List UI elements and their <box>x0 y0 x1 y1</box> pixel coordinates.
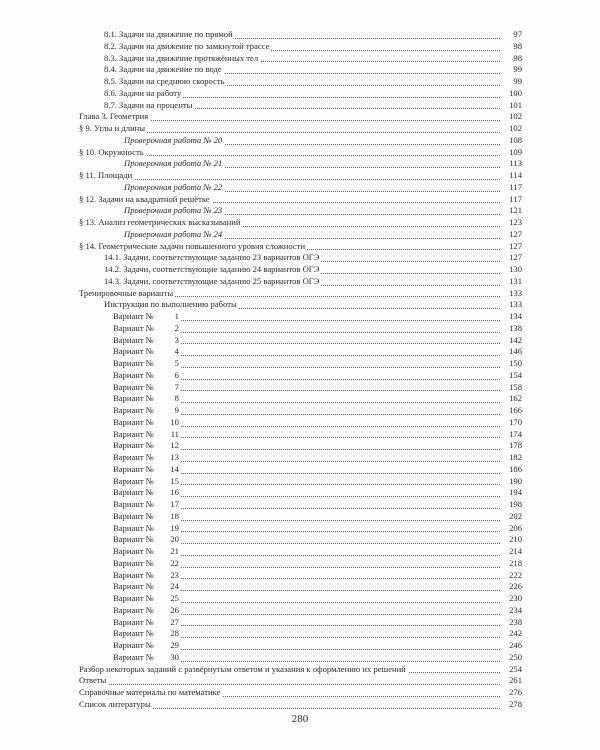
toc-entry-title: Вариант № 26 <box>113 604 179 615</box>
toc-entry-title: Вариант № 16 <box>113 487 179 498</box>
toc-entry <box>0 699 600 711</box>
page-number: 280 <box>291 713 309 725</box>
toc-entry <box>0 252 600 264</box>
toc-entry-title: Вариант № 24 <box>113 581 179 592</box>
toc-entry-page: 162 <box>500 393 522 405</box>
toc-entry-title: § 13. Анализ геометрических высказываний <box>79 217 241 227</box>
toc-entry-page: 99 <box>500 76 522 88</box>
toc-entry-page: 238 <box>500 617 522 629</box>
toc-entry-page: 276 <box>500 687 522 699</box>
variant-number: 8 <box>174 393 179 404</box>
toc-entry-page: 100 <box>500 88 522 100</box>
toc-entry-title: 8.6. Задачи на работу <box>104 87 182 98</box>
toc-entry-title: 8.2. Задачи на движение по замкнутой трассе <box>104 40 270 51</box>
toc-entry-title: Вариант № 25 <box>113 593 179 603</box>
toc-entry-title: Вариант № 30 <box>113 651 179 662</box>
toc-entry-page: 210 <box>500 534 522 546</box>
toc-entry-title: Вариант № 7 <box>113 381 179 392</box>
variant-number: 12 <box>170 440 179 451</box>
toc-entry-page: 190 <box>500 476 522 488</box>
table-of-contents <box>0 29 600 711</box>
toc-entry-page: 134 <box>500 311 522 323</box>
variant-number: 26 <box>170 604 179 615</box>
toc-entry-title: 14.2. Задачи, соответствующие заданию 24 вариантов ОГЭ <box>104 264 320 274</box>
variant-number: 24 <box>170 581 179 592</box>
toc-entry-page: 174 <box>500 429 522 441</box>
toc-entry-page: 214 <box>500 546 522 558</box>
toc-entry-page: 254 <box>500 664 522 676</box>
toc-entry-title: Вариант № 14 <box>113 463 179 474</box>
toc-entry-title: Вариант № 22 <box>113 557 179 568</box>
toc-entry-page: 166 <box>500 405 522 417</box>
toc-entry-title: Вариант № 5 <box>113 358 179 368</box>
toc-entry-page: 158 <box>500 382 522 394</box>
toc-entry-title: Проверочная работа № 24 <box>124 228 223 239</box>
toc-entry-page: 234 <box>500 605 522 617</box>
toc-entry-title: 8.4. Задачи на движение по воде <box>104 64 222 75</box>
variant-number: 23 <box>170 569 179 580</box>
toc-entry-title: Проверочная работа № 23 <box>124 205 223 216</box>
toc-entry-page: 242 <box>500 628 522 640</box>
variant-number: 27 <box>170 616 179 627</box>
toc-entry-page: 121 <box>500 205 522 217</box>
toc-entry-page: 230 <box>500 593 522 605</box>
toc-entry-page: 123 <box>500 217 522 229</box>
toc-entry-page: 98 <box>500 41 522 53</box>
toc-entry-title: § 11. Площади <box>79 170 133 180</box>
toc-entry-title: Вариант № 4 <box>113 346 179 357</box>
toc-entry-title: 8.5. Задачи на среднюю скорость <box>104 76 225 86</box>
variant-number: 5 <box>174 358 179 368</box>
variant-number: 30 <box>170 651 179 662</box>
toc-entry-title: Вариант № 28 <box>113 628 179 639</box>
toc-entry-page: 218 <box>500 558 522 570</box>
toc-entry-title: Вариант № 12 <box>113 440 179 451</box>
variant-number: 3 <box>174 334 179 345</box>
toc-entry-title: 14.1. Задачи, соответствующие заданию 23 вариантов ОГЭ <box>104 252 320 263</box>
variant-number: 29 <box>170 640 179 650</box>
toc-entry-title: Вариант № 19 <box>113 522 179 533</box>
toc-entry-page: 131 <box>500 276 522 288</box>
toc-entry-title: 14.3. Задачи, соответствующие заданию 25 вариантов ОГЭ <box>104 275 320 286</box>
toc-entry-title: Проверочная работа № 21 <box>124 158 223 169</box>
toc-entry-title: Проверочная работа № 20 <box>124 134 223 145</box>
toc-entry-page: 127 <box>500 229 522 241</box>
toc-entry <box>0 241 600 253</box>
toc-entry-title: Вариант № 27 <box>113 616 179 627</box>
toc-entry-title: Вариант № 18 <box>113 510 179 521</box>
toc-entry-title: § 14. Геометрические задачи повышенного уровня сложности <box>79 240 306 251</box>
toc-entry-title: § 12. Задачи на квадратной решётке <box>79 193 210 204</box>
variant-number: 6 <box>174 369 179 380</box>
toc-entry-title: Вариант № 29 <box>113 640 179 650</box>
toc-entry-page: 138 <box>500 323 522 335</box>
toc-entry-page: 246 <box>500 640 522 652</box>
toc-entry-title: Вариант № 3 <box>113 334 179 345</box>
variant-number: 2 <box>174 322 179 333</box>
toc-entry-title: Глава 3. Геометрия <box>79 111 149 122</box>
toc-entry <box>0 264 600 276</box>
toc-entry-page: 198 <box>500 499 522 511</box>
toc-entry-page: 250 <box>500 652 522 664</box>
toc-entry-page: 109 <box>500 147 522 159</box>
variant-number: 14 <box>170 463 179 474</box>
toc-entry-title: Разбор некоторых заданий с развёрнутым ответом и указания к оформлению их решений <box>79 663 406 674</box>
toc-entry-title: 8.7. Задачи на проценты <box>104 99 193 110</box>
variant-number: 1 <box>174 311 179 321</box>
toc-entry-page: 97 <box>500 29 522 41</box>
toc-entry-title: Вариант № 2 <box>113 322 179 333</box>
toc-entry-page: 182 <box>500 452 522 464</box>
toc-entry-title: Вариант № 1 <box>113 311 179 321</box>
variant-number: 28 <box>170 628 179 639</box>
variant-number: 17 <box>170 499 179 509</box>
toc-entry-page: 117 <box>500 194 522 206</box>
toc-entry-title: 8.1. Задачи на движение по прямой <box>104 29 233 39</box>
variant-number: 21 <box>170 546 179 556</box>
variant-number: 13 <box>170 452 179 462</box>
toc-entry-page: 130 <box>500 264 522 276</box>
toc-entry-page: 222 <box>500 570 522 582</box>
toc-entry-page: 113 <box>500 158 522 170</box>
toc-entry-page: 101 <box>500 100 522 112</box>
toc-entry-title: Список литературы <box>79 698 151 709</box>
toc-entry-page: 226 <box>500 581 522 593</box>
variant-number: 11 <box>170 428 179 439</box>
toc-entry-title: Вариант № 20 <box>113 534 179 545</box>
toc-entry <box>0 664 600 676</box>
variant-number: 19 <box>170 522 179 533</box>
toc-entry-page: 127 <box>500 241 522 253</box>
variant-number: 15 <box>170 475 179 486</box>
toc-entry-title: Вариант № 23 <box>113 569 179 580</box>
toc-entry-title: Ответы <box>79 675 107 686</box>
variant-number: 20 <box>170 534 179 545</box>
toc-entry-page: 102 <box>500 111 522 123</box>
toc-entry-page: 186 <box>500 464 522 476</box>
toc-entry-page: 117 <box>500 182 522 194</box>
toc-entry-page: 108 <box>500 135 522 147</box>
toc-entry-title: Тренировочные варианты <box>79 287 174 298</box>
variant-number: 9 <box>174 405 179 415</box>
toc-entry-page: 99 <box>500 64 522 76</box>
toc-entry-page: 178 <box>500 440 522 452</box>
toc-entry-title: Вариант № 21 <box>113 546 179 556</box>
toc-entry-title: Вариант № 6 <box>113 369 179 380</box>
variant-number: 22 <box>170 557 179 568</box>
variant-number: 4 <box>174 346 179 357</box>
toc-entry-page: 98 <box>500 53 522 65</box>
toc-entry-page: 133 <box>500 288 522 300</box>
toc-entry-page: 142 <box>500 335 522 347</box>
toc-entry-page: 146 <box>500 346 522 358</box>
toc-entry-title: Вариант № 10 <box>113 416 179 427</box>
variant-number: 7 <box>174 381 179 392</box>
toc-entry-page: 114 <box>500 170 522 182</box>
toc-entry-page: 127 <box>500 252 522 264</box>
variant-number: 16 <box>170 487 179 498</box>
toc-entry-page: 194 <box>500 487 522 499</box>
toc-entry-title: 8.3. Задачи на движение протяжённых тел <box>104 52 259 63</box>
toc-entry-title: Вариант № 11 <box>113 428 179 439</box>
toc-entry-title: § 10. Окружность <box>79 146 144 157</box>
toc-entry-title: § 9. Углы и длины <box>79 123 146 133</box>
toc-entry-title: Вариант № 8 <box>113 393 179 404</box>
toc-entry-title: Вариант № 15 <box>113 475 179 486</box>
toc-entry-page: 133 <box>500 299 522 311</box>
toc-entry-page: 150 <box>500 358 522 370</box>
toc-entry-title: Вариант № 9 <box>113 405 179 415</box>
variant-number: 10 <box>170 416 179 427</box>
toc-entry-title: Вариант № 13 <box>113 452 179 462</box>
toc-entry-page: 278 <box>500 699 522 711</box>
toc-entry-page: 261 <box>500 675 522 687</box>
toc-entry-page: 206 <box>500 523 522 535</box>
toc-entry-page: 102 <box>500 123 522 135</box>
variant-number: 18 <box>170 510 179 521</box>
toc-entry-title: Вариант № 17 <box>113 499 179 509</box>
toc-entry-page: 154 <box>500 370 522 382</box>
toc-entry-page: 170 <box>500 417 522 429</box>
variant-number: 25 <box>170 593 179 603</box>
toc-entry-title: Инструкция по выполнению работы <box>104 299 237 310</box>
toc-entry-page: 202 <box>500 511 522 523</box>
toc-entry-title: Справочные материалы по математике <box>79 687 221 697</box>
toc-entry-title: Проверочная работа № 22 <box>124 181 223 192</box>
